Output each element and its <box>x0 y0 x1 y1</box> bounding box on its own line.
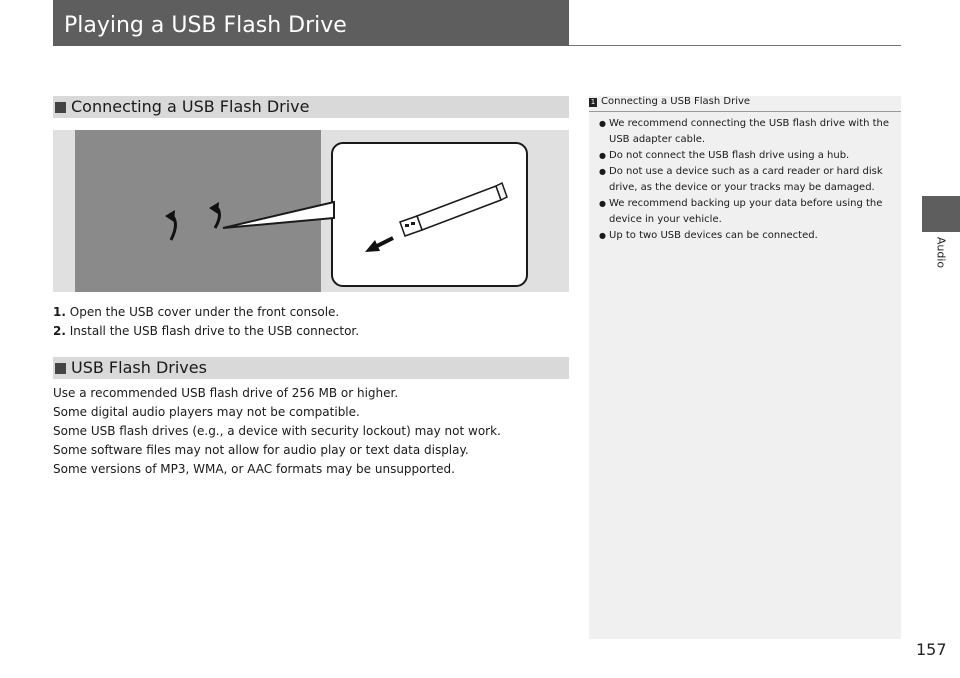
step-number: 2. <box>53 324 66 338</box>
list-item: ● We recommend backing up your data before using the device in your vehicle. <box>599 196 894 228</box>
page-title-bar <box>53 0 569 46</box>
callout-pointer <box>223 202 334 228</box>
heading-square-icon <box>55 102 66 113</box>
list-item: ● Do not connect the USB flash drive using a hub. <box>599 148 894 164</box>
list-item: ● Do not use a device such as a card reader or hard disk drive, as the device or your tracks may be damaged. <box>599 164 894 196</box>
sidebar-title: Connecting a USB Flash Drive <box>601 96 751 107</box>
flash-drives-heading-text: USB Flash Drives <box>71 358 207 377</box>
flash-drives-heading <box>53 357 569 379</box>
paragraph-line: Some software files may not allow for audio play or text data display. <box>53 443 469 457</box>
list-item: ● Up to two USB devices can be connected. <box>599 228 894 244</box>
usb-illustration <box>53 130 569 292</box>
paragraph-line: Some digital audio players may not be compatible. <box>53 405 360 419</box>
step-number: 1. <box>53 305 66 319</box>
section-tab <box>922 196 960 232</box>
illustration-drawing <box>53 130 569 292</box>
step-text: Install the USB flash drive to the USB connector. <box>69 324 360 338</box>
step-item <box>53 322 359 341</box>
paragraph-line: Use a recommended USB flash drive of 256 MB or higher. <box>53 386 399 400</box>
connecting-heading-text: Connecting a USB Flash Drive <box>71 97 310 116</box>
sidebar-bullets <box>599 116 894 244</box>
paragraph-line: Some USB flash drives (e.g., a device with security lockout) may not work. <box>53 424 501 438</box>
title-rule <box>569 45 901 46</box>
flash-drives-text <box>53 384 501 479</box>
section-tab-label: Audio <box>934 236 948 269</box>
page-number: 157 <box>916 640 947 659</box>
step-text: Open the USB cover under the front console. <box>69 305 340 319</box>
usb-drive-icon <box>400 183 507 236</box>
step-item <box>53 303 359 322</box>
list-item: ● We recommend connecting the USB flash drive with the USB adapter cable. <box>599 116 894 148</box>
page-title: Playing a USB Flash Drive <box>64 13 347 38</box>
notes-sidebar <box>589 96 901 639</box>
paragraph-line: Some versions of MP3, WMA, or AAC formats may be unsupported. <box>53 462 455 476</box>
steps-list <box>53 303 359 341</box>
reference-mark: 1 <box>590 98 596 106</box>
curved-arrow-head-icon <box>165 210 175 222</box>
sidebar-heading <box>589 96 901 112</box>
heading-square-icon <box>55 363 66 374</box>
curved-arrow-head-icon <box>209 202 219 214</box>
insert-arrow-icon <box>375 238 393 247</box>
connecting-heading <box>53 96 569 118</box>
